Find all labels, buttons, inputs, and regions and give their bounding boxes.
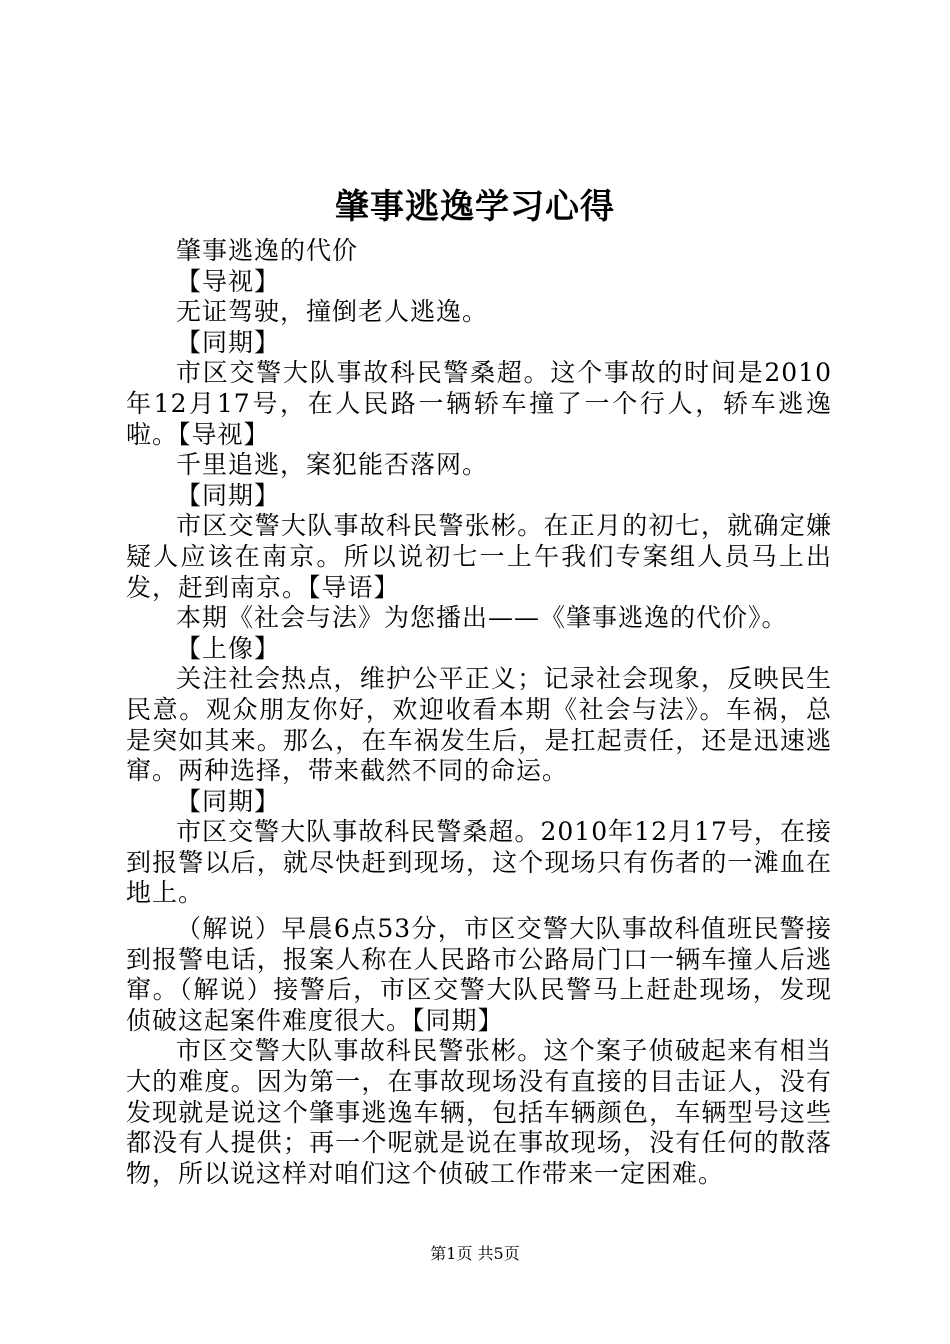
- paragraph: 市区交警大队事故科民警张彬。在正月的初七，就确定嫌疑人应该在南京。所以说初七一上午我们专案组人员马上出发，赶到南京。【导语】: [126, 511, 832, 602]
- paragraph: 市区交警大队事故科民警张彬。这个案子侦破起来有相当大的难度。因为第一，在事故现场没有直接的目击证人，没有发现就是说这个肇事逃逸车辆，包括车辆颜色，车辆型号这些都没有人提供；再一个呢就是说在事故现场，没有任何的散落物，所以说这样对咱们这个侦破工作带来一定困难。: [126, 1036, 832, 1188]
- paragraph: 【上像】: [176, 633, 281, 663]
- paragraph: 【同期】: [176, 786, 281, 816]
- paragraph: 千里追逃，案犯能否落网。: [176, 450, 489, 480]
- paragraph: 肇事逃逸的代价: [176, 236, 359, 265]
- paragraph: 市区交警大队事故科民警桑超。2010年12月17号，在接到报警以后，就尽快赶到现场，这个现场只有伤者的一滩血在地上。: [126, 817, 832, 908]
- document-body: [126, 236, 832, 1189]
- page-footer: 第1页 共5页: [430, 1244, 520, 1263]
- paragraph: 关注社会热点，维护公平正义；记录社会现象，反映民生民意。观众朋友你好，欢迎收看本期《社会与法》。车祸，总是突如其来。那么，在车祸发生后，是扛起责任，还是迅速逃窜。两种选择，带来截然不同的命运。: [126, 664, 832, 786]
- paragraph: 市区交警大队事故科民警桑超。这个事故的时间是2010年12月17号，在人民路一辆轿车撞了一个行人，轿车逃逸啦。【导视】: [126, 358, 832, 449]
- paragraph: 【同期】: [176, 327, 281, 357]
- document-title: 肇事逃逸学习心得: [335, 187, 615, 227]
- paragraph: 本期《社会与法》为您播出——《肇事逃逸的代价》。: [176, 603, 788, 633]
- paragraph: （解说）早晨6点53分，市区交警大队事故科值班民警接到报警电话，报案人称在人民路市公路局门口一辆车撞人后逃窜。（解说）接警后，市区交警大队民警马上赶赴现场，发现侦破这起案件难度很大。【同期】: [126, 914, 832, 1035]
- paragraph: 【导视】: [176, 266, 281, 296]
- paragraph: 【同期】: [176, 480, 281, 510]
- paragraph: 无证驾驶，撞倒老人逃逸。: [176, 297, 489, 327]
